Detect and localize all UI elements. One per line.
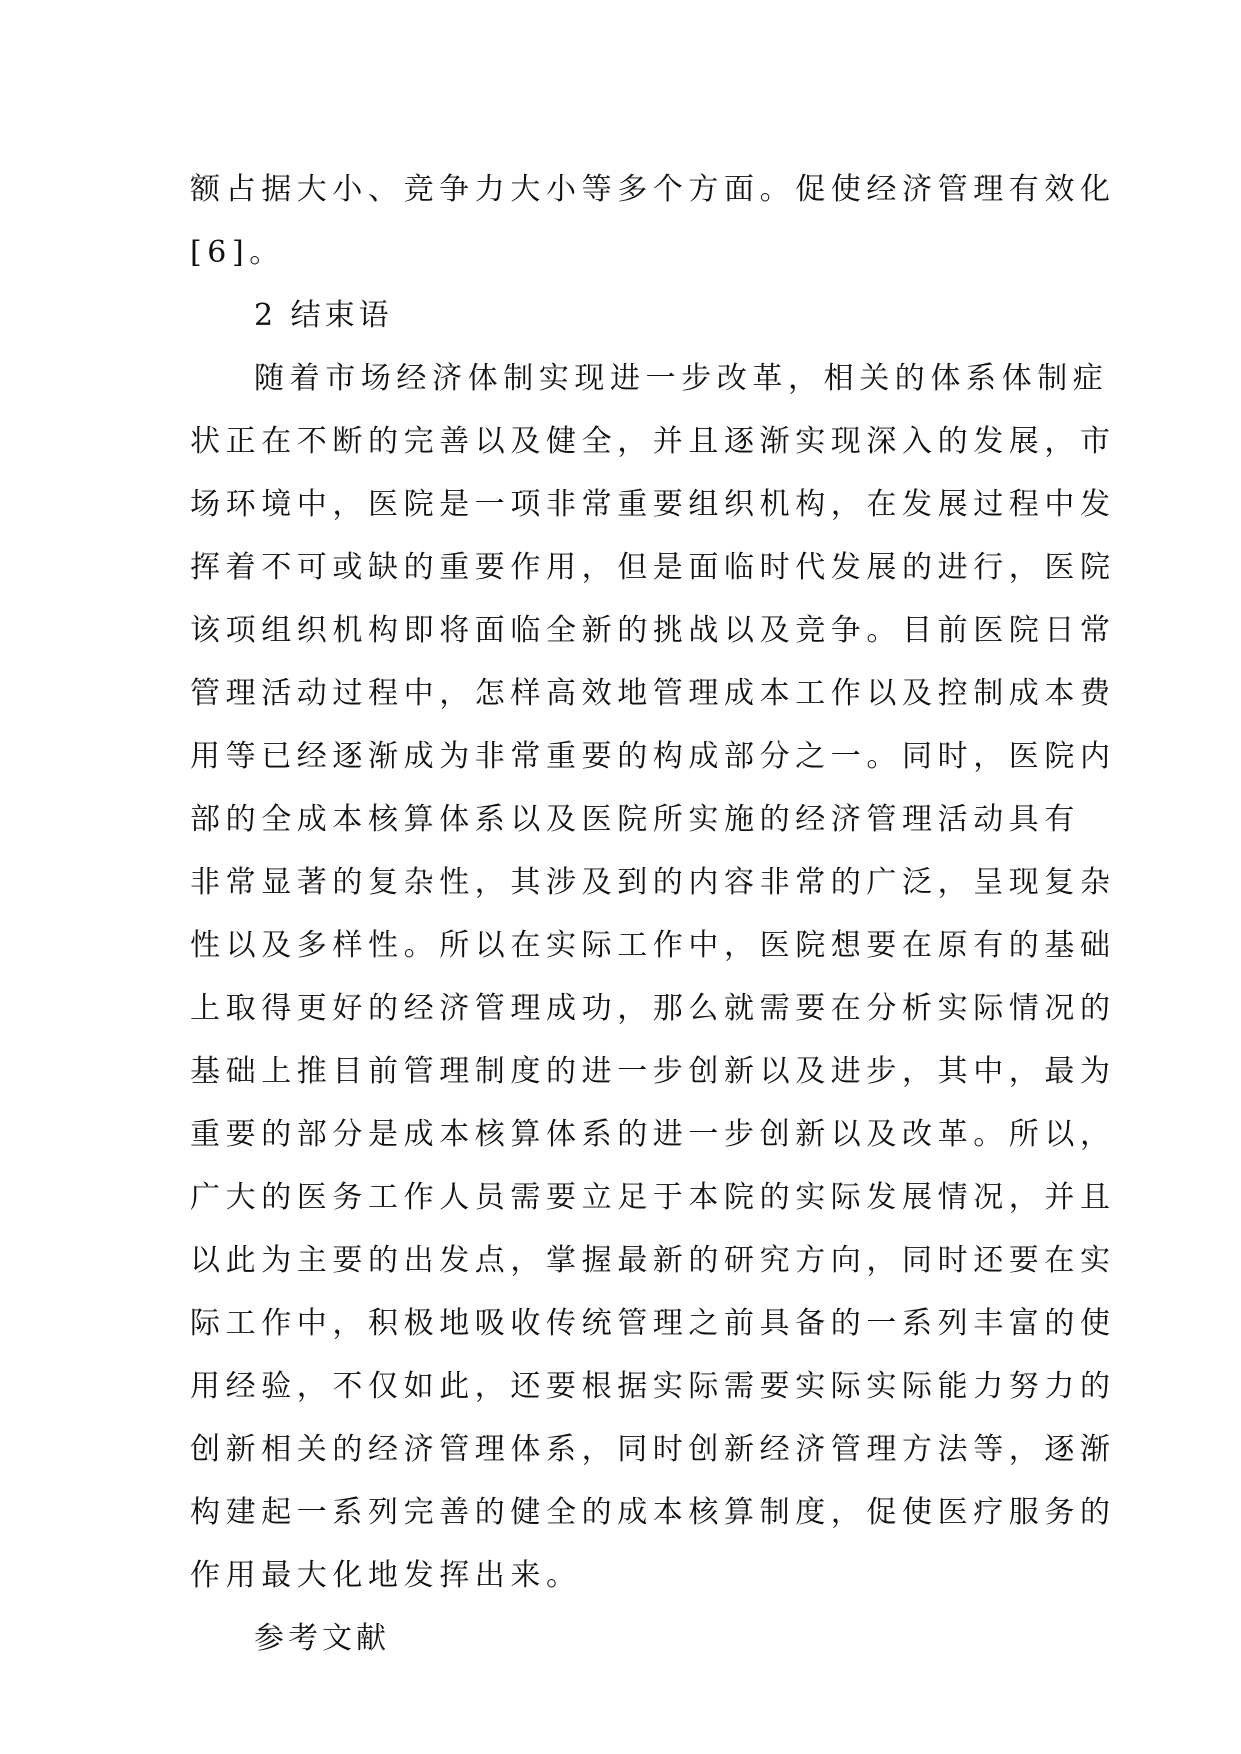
paragraph-line: 额占据大小、竞争力大小等多个方面。促使经济管理有效化 — [190, 172, 1116, 207]
paragraph-line: 重要的部分是成本核算体系的进一步创新以及改革。所以， — [190, 1117, 1116, 1152]
paragraph-line: [6]。 — [190, 235, 285, 270]
references-heading: 参考文献 — [254, 1621, 390, 1656]
paragraph-line: 挥着不可或缺的重要作用，但是面临时代发展的进行，医院 — [190, 550, 1116, 585]
document-page — [190, 158, 1116, 1670]
paragraph-line: 创新相关的经济管理体系，同时创新经济管理方法等，逐渐 — [190, 1432, 1116, 1467]
paragraph-line: 部的全成本核算体系以及医院所实施的经济管理活动具有 — [190, 802, 1080, 837]
paragraph-line: 场环境中，医院是一项非常重要组织机构，在发展过程中发 — [190, 487, 1116, 522]
paragraph-line: 以此为主要的出发点，掌握最新的研究方向，同时还要在实 — [190, 1243, 1116, 1278]
paragraph-line: 作用最大化地发挥出来。 — [190, 1558, 582, 1593]
paragraph-line: 该项组织机构即将面临全新的挑战以及竞争。目前医院日常 — [190, 613, 1116, 648]
paragraph-line: 广大的医务工作人员需要立足于本院的实际发展情况，并且 — [190, 1180, 1116, 1215]
paragraph-line: 用等已经逐渐成为非常重要的构成部分之一。同时，医院内 — [190, 739, 1116, 774]
paragraph-line: 性以及多样性。所以在实际工作中，医院想要在原有的基础 — [190, 928, 1116, 963]
paragraph-line: 管理活动过程中，怎样高效地管理成本工作以及控制成本费 — [190, 676, 1116, 711]
paragraph-line: 基础上推目前管理制度的进一步创新以及进步，其中，最为 — [190, 1054, 1116, 1089]
paragraph-line: 非常显著的复杂性，其涉及到的内容非常的广泛，呈现复杂 — [190, 865, 1116, 900]
paragraph-line: 用经验，不仅如此，还要根据实际需要实际实际能力努力的 — [190, 1369, 1116, 1404]
paragraph-line: 状正在不断的完善以及健全，并且逐渐实现深入的发展，市 — [190, 424, 1116, 459]
section-heading: 2 结束语 — [254, 298, 393, 333]
paragraph-line: 随着市场经济体制实现进一步改革，相关的体系体制症 — [254, 361, 1109, 396]
paragraph-line: 构建起一系列完善的健全的成本核算制度，促使医疗服务的 — [190, 1495, 1116, 1530]
paragraph-line: 际工作中，积极地吸收传统管理之前具备的一系列丰富的使 — [190, 1306, 1116, 1341]
paragraph-line: 上取得更好的经济管理成功，那么就需要在分析实际情况的 — [190, 991, 1116, 1026]
